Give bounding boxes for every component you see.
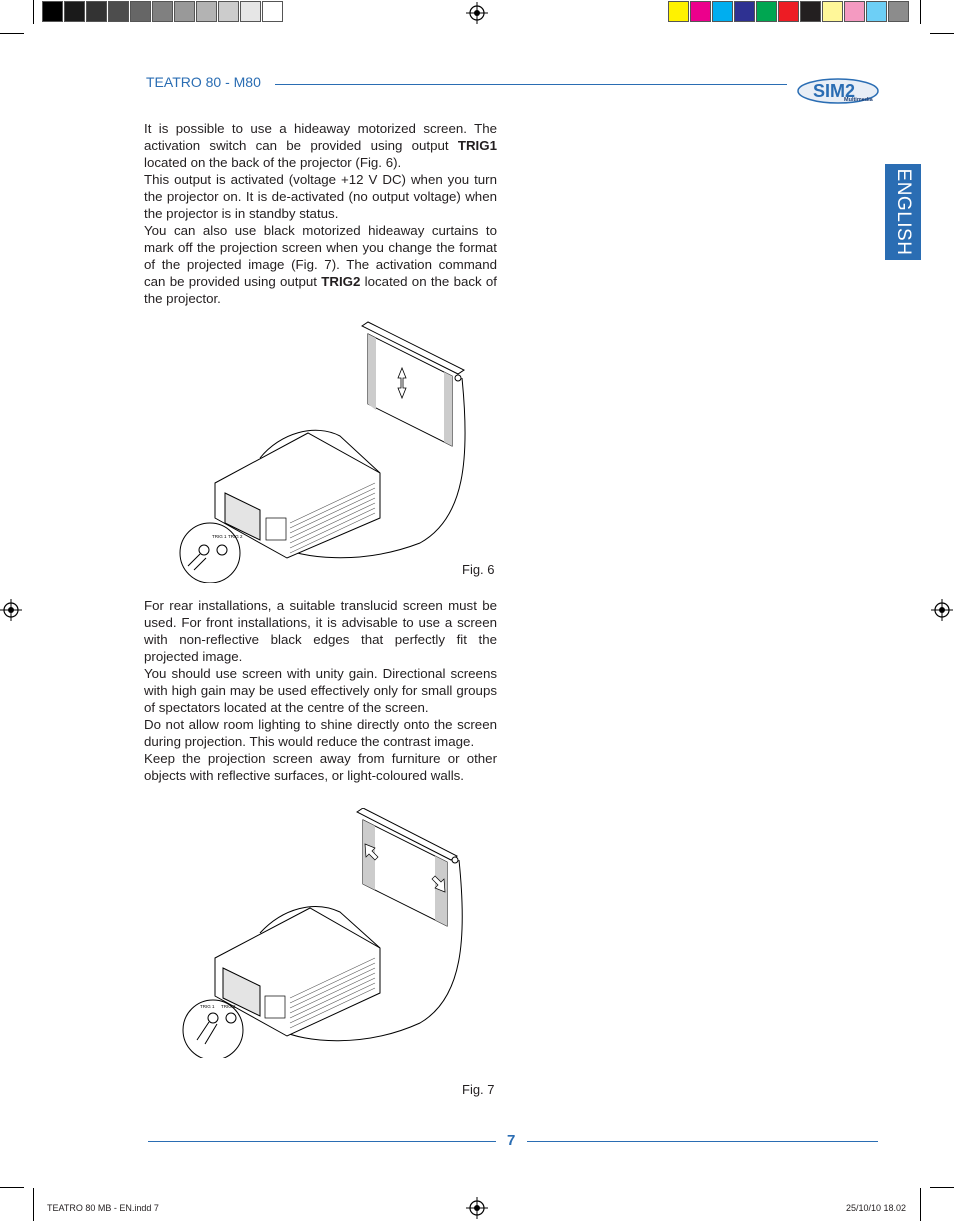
color-swatch: [218, 1, 239, 22]
color-swatch: [108, 1, 129, 22]
color-swatch: [152, 1, 173, 22]
footer-rule-right: [527, 1141, 878, 1142]
figure-6-illustration: [170, 318, 480, 583]
trig2-label: TRIG 2: [228, 534, 243, 539]
sim2-logo: [797, 78, 879, 104]
figure-7-caption: Fig. 7: [462, 1082, 495, 1097]
crop-mark: [920, 1188, 921, 1221]
running-header-title: TEATRO 80 - M80: [146, 74, 261, 90]
language-tab-label: ENGLISH: [893, 168, 914, 256]
color-swatch: [690, 1, 711, 22]
color-swatch: [668, 1, 689, 22]
color-swatch: [822, 1, 843, 22]
trig1-label: TRIG 1: [200, 1004, 215, 1009]
color-swatch: [800, 1, 821, 22]
color-swatch: [866, 1, 887, 22]
language-tab: [885, 164, 921, 260]
figure-6-caption: Fig. 6: [462, 562, 495, 577]
paragraph: For rear installations, a suitable translucid screen must be used. For front installations, it is advisable to use a screen with non-reflective black edges that perfectly fit the projected image.: [144, 598, 497, 664]
logo-subtext: Multimedia: [844, 97, 873, 103]
grayscale-color-bar: [42, 0, 286, 24]
crop-mark: [0, 1187, 24, 1188]
color-swatch: [262, 1, 283, 22]
slug-filename: TEATRO 80 MB - EN.indd 7: [47, 1203, 159, 1213]
paragraph: Keep the projection screen away from furniture or other objects with reflective surfaces, or light-coloured walls.: [144, 751, 497, 783]
figure-7-illustration: [175, 808, 480, 1058]
footer-rule-left: [148, 1141, 496, 1142]
registration-mark-bottom: [466, 1197, 488, 1219]
slug-date: 25/10/10 18.02: [846, 1203, 907, 1213]
paragraph: This output is activated (voltage +12 V DC) when you turn the projector on. It is de-activated (no output voltage) when the projector is in standby status.: [144, 172, 497, 221]
header-rule: [275, 84, 787, 85]
color-swatch: [42, 1, 63, 22]
crop-mark: [0, 33, 24, 34]
paragraph: It is possible to use a hideaway motorized screen. The activation switch can be provided using output TRIG1 located on the back of the projector (Fig. 6).: [144, 121, 497, 170]
color-swatch: [756, 1, 777, 22]
registration-mark-left: [0, 599, 22, 621]
color-swatch: [64, 1, 85, 22]
crop-mark: [930, 1187, 954, 1188]
paragraph: You can also use black motorized hideaway curtains to mark off the projection screen when you change the format of the projected image (Fig. 7). The activation command can be provided using output TRIG2 located on the back of the projector.: [144, 223, 497, 306]
paragraph: Do not allow room lighting to shine directly onto the screen during projection. This would reduce the contrast image.: [144, 717, 497, 749]
logo-text: SIM2: [813, 81, 856, 101]
color-swatch: [734, 1, 755, 22]
color-swatch: [778, 1, 799, 22]
color-swatch: [196, 1, 217, 22]
registration-mark-top: [466, 2, 488, 24]
color-swatch: [844, 1, 865, 22]
color-swatch: [174, 1, 195, 22]
process-color-bar: [668, 0, 912, 24]
paragraph: You should use screen with unity gain. Directional screens with high gain may be used effectively only for small groups of spectators located at the centre of the screen.: [144, 666, 497, 715]
trig1-label: TRIG 1: [212, 534, 227, 539]
section-screen-advice: [144, 597, 497, 784]
color-swatch: [888, 1, 909, 22]
color-swatch: [130, 1, 151, 22]
section-trigger-outputs: [144, 120, 497, 307]
color-swatch: [240, 1, 261, 22]
registration-mark-right: [931, 599, 953, 621]
crop-mark: [33, 1188, 34, 1221]
color-swatch: [86, 1, 107, 22]
page-number: 7: [507, 1132, 516, 1149]
crop-mark: [33, 0, 34, 24]
color-swatch: [712, 1, 733, 22]
crop-mark: [920, 0, 921, 24]
trig2-label: TRIG 2: [221, 1004, 236, 1009]
crop-mark: [930, 33, 954, 34]
